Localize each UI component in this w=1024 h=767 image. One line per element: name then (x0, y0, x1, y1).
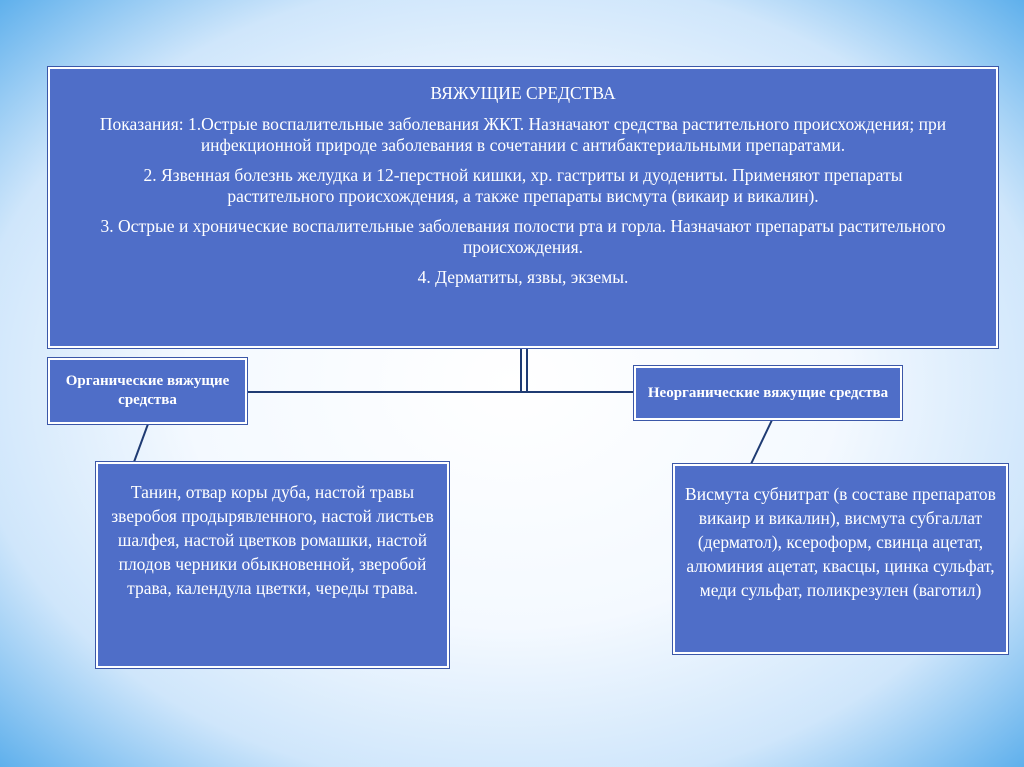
main-title: ВЯЖУЩИЕ СРЕДСТВА (430, 83, 616, 103)
connector-inorganic (751, 420, 772, 464)
indication-1: Показания: 1.Острые воспалительные заболевания ЖКТ. Назначают средства растительного происхождения; при инфекционной природе заболевания в сочетании с антибактериальными препаратами. (99, 114, 947, 155)
organic-items-box (96, 462, 449, 668)
inorganic-category-label: Неорганические вяжущие средства (647, 384, 889, 401)
organic-category-box (48, 358, 247, 424)
organic-category-label: Органические вяжущие средства (65, 373, 230, 408)
main-info-box (48, 67, 998, 348)
inorganic-items-box (673, 464, 1008, 654)
indication-2: 2. Язвенная болезнь желудка и 12-перстной кишки, хр. гастриты и дуодениты. Применяют препараты растительного происхождения, а также препараты висмута (викаир и викалин). (143, 165, 903, 206)
inorganic-items-text: Висмута субнитрат (в составе препаратов викаир и викалин), висмута субгаллат (дерматол), ксероформ, свинца ацетат, алюминия ацетат, квасцы, цинка сульфат, меди сульфат, поликрезулен (ваготил) (685, 484, 996, 600)
indication-3: 3. Острые и хронические воспалительные заболевания полости рта и горла. Назначают препараты растительного происхождения. (100, 216, 946, 257)
organic-items-text: Танин, отвар коры дуба, настой травы зверобоя продырявленного, настой листьев шалфея, настой цветков ромашки, настой плодов черники обыкновенной, зверобой трава, календула цветки, череды трава. (111, 482, 434, 598)
indication-4: 4. Дерматиты, язвы, экземы. (417, 267, 629, 287)
inorganic-category-box (634, 366, 902, 420)
connector-organic (134, 424, 148, 462)
